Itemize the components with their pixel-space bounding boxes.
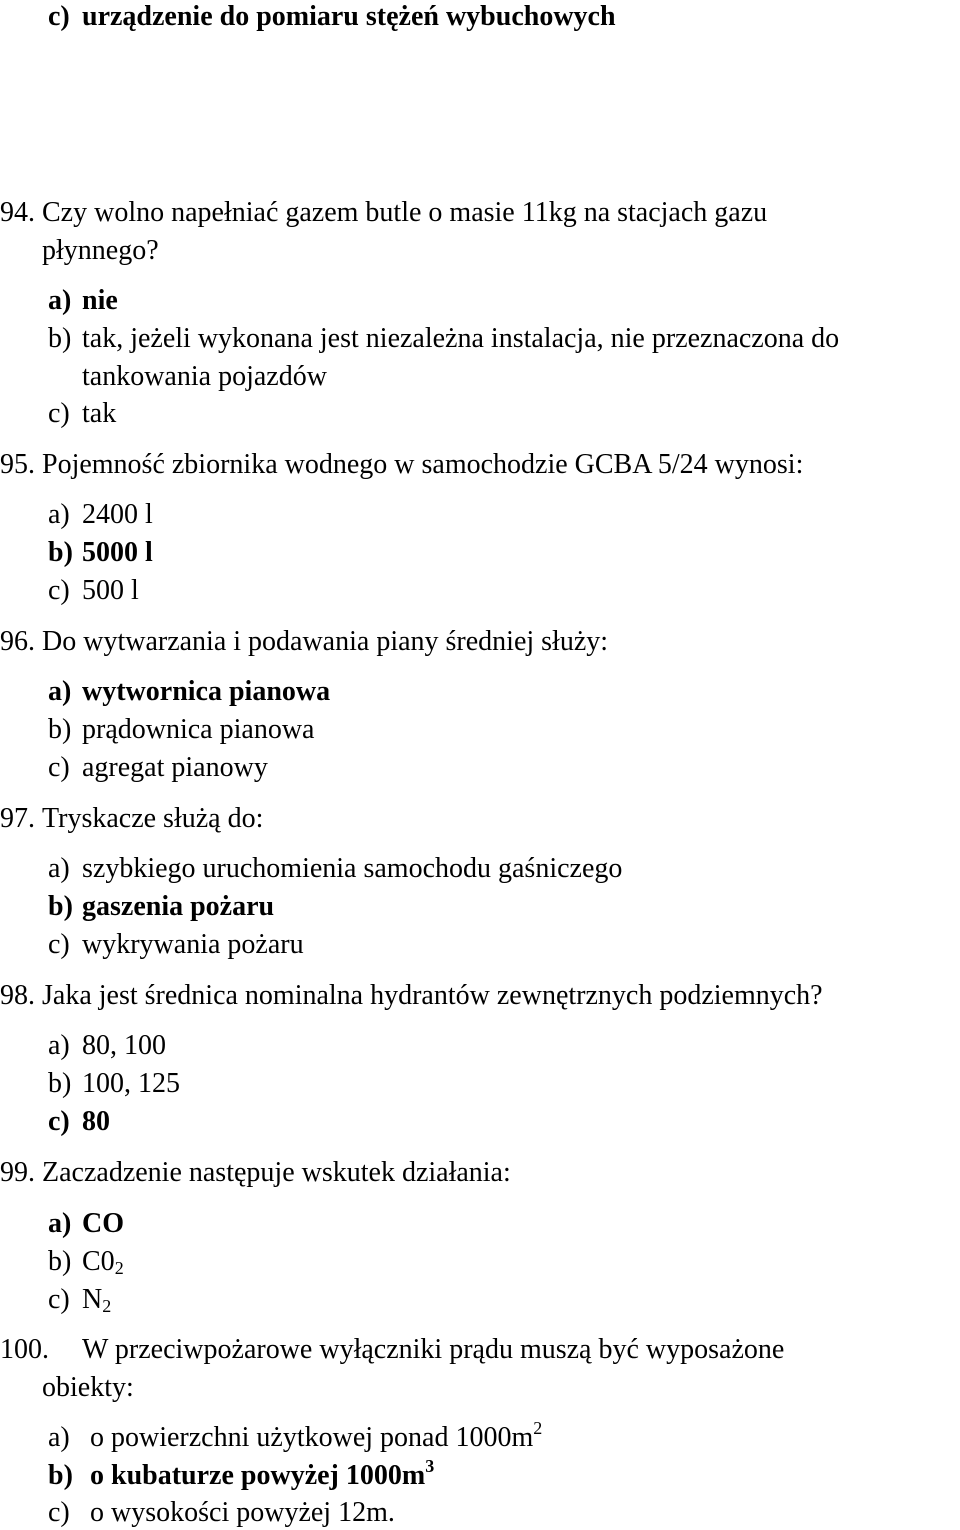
question-99 [0,1156,511,1190]
option-letter: b) [48,323,72,354]
q97-option-b [48,890,274,924]
subscript: 2 [114,1258,124,1278]
option-text: szybkiego uruchomienia samochodu gaśniczego [82,853,623,884]
q96-option-b [48,713,314,747]
option-text: 500 l [82,575,139,606]
question-number: 96. [0,626,35,657]
question-96 [0,625,608,659]
option-text: 5000 l [82,537,153,568]
option-letter: b) [48,1246,72,1277]
question-100 [0,1333,784,1367]
option-text: o kubaturze powyżej 1000m [90,1460,426,1491]
option-text: wykrywania pożaru [82,929,304,960]
q94-option-a [48,284,118,318]
question-text: Zaczadzenie następuje wskutek działania: [42,1157,511,1188]
q97-option-a [48,852,622,886]
option-letter: a) [48,1030,70,1061]
question-text: Tryskacze służą do: [42,803,264,834]
option-text: N [82,1284,103,1315]
option-text: tak [82,398,117,429]
q98-option-b [48,1067,180,1101]
option-text: C0 [82,1246,115,1277]
option-letter: a) [48,1422,70,1453]
option-letter: c) [48,398,70,429]
option-text-cont: tankowania pojazdów [82,361,327,392]
question-number: 98. [0,980,35,1011]
question-98 [0,979,823,1013]
question-text: W przeciwpożarowe wyłączniki prądu muszą być wyposażone [82,1334,785,1365]
option-text: o wysokości powyżej 12m. [90,1497,395,1528]
option-text: 2400 l [82,499,153,530]
option-letter: c) [48,752,70,783]
question-100-continuation [42,1371,134,1405]
option-letter: c) [48,1,70,32]
option-text: agregat pianowy [82,752,268,783]
superscript: 3 [425,1456,435,1476]
question-97 [0,802,263,836]
question-number: 97. [0,803,35,834]
q98-option-a [48,1029,166,1063]
q94-option-b [48,322,839,356]
q96-option-c [48,751,268,785]
q95-option-a [48,498,153,532]
question-number: 95. [0,449,35,480]
question-number: 94. [0,197,35,228]
option-letter: b) [48,714,72,745]
q99-option-c [48,1283,111,1317]
option-letter: c) [48,1284,70,1315]
question-text: Do wytwarzania i podawania piany średniej służy: [42,626,609,657]
option-text: prądownica pianowa [82,714,315,745]
option-letter: a) [48,676,72,707]
question-text: Pojemność zbiornika wodnego w samochodzie GCBA 5/24 wynosi: [42,449,804,480]
q100-option-a [48,1418,543,1455]
option-text: CO [82,1208,124,1239]
superscript: 2 [533,1418,543,1438]
option-c-top [48,0,616,34]
option-letter: b) [48,891,73,922]
q95-option-b [48,536,153,570]
question-number: 100. [0,1334,49,1365]
q97-option-c [48,928,304,962]
q96-option-a [48,675,330,709]
q99-option-b [48,1245,124,1279]
question-94-continuation [42,234,159,268]
option-letter: c) [48,929,70,960]
q100-option-c [48,1496,395,1530]
option-letter: b) [48,1460,73,1491]
option-text: tak, jeżeli wykonana jest niezależna instalacja, nie przeznaczona do [82,323,840,354]
option-letter: b) [48,1068,72,1099]
option-text: wytwornica pianowa [82,676,331,707]
option-letter: a) [48,853,70,884]
option-text: 80, 100 [82,1030,166,1061]
question-text: Jaka jest średnica nominalna hydrantów zewnętrznych podziemnych? [42,980,823,1011]
q94-option-b-cont [82,360,327,394]
question-text-cont: obiekty: [42,1372,134,1403]
option-text: urządzenie do pomiaru stężeń wybuchowych [82,1,616,32]
question-text-cont: płynnego? [42,235,159,266]
q100-option-b [48,1456,435,1493]
question-text: Czy wolno napełniać gazem butle o masie 11kg na stacjach gazu [42,197,768,228]
q99-option-a [48,1207,124,1241]
option-letter: a) [48,1208,72,1239]
option-text: o powierzchni użytkowej ponad 1000m [90,1422,534,1453]
option-letter: c) [48,1497,70,1528]
option-text: gaszenia pożaru [82,891,275,922]
q98-option-c [48,1105,110,1139]
option-letter: c) [48,575,70,606]
option-text: 80 [82,1106,110,1137]
option-letter: a) [48,499,70,530]
option-letter: b) [48,537,73,568]
q94-option-c [48,397,116,431]
option-text: nie [82,285,118,316]
question-94 [0,196,767,230]
question-95 [0,448,803,482]
question-number: 99. [0,1157,35,1188]
option-letter: c) [48,1106,70,1137]
option-letter: a) [48,285,72,316]
q95-option-c [48,574,139,608]
subscript: 2 [102,1296,112,1316]
option-text: 100, 125 [82,1068,180,1099]
